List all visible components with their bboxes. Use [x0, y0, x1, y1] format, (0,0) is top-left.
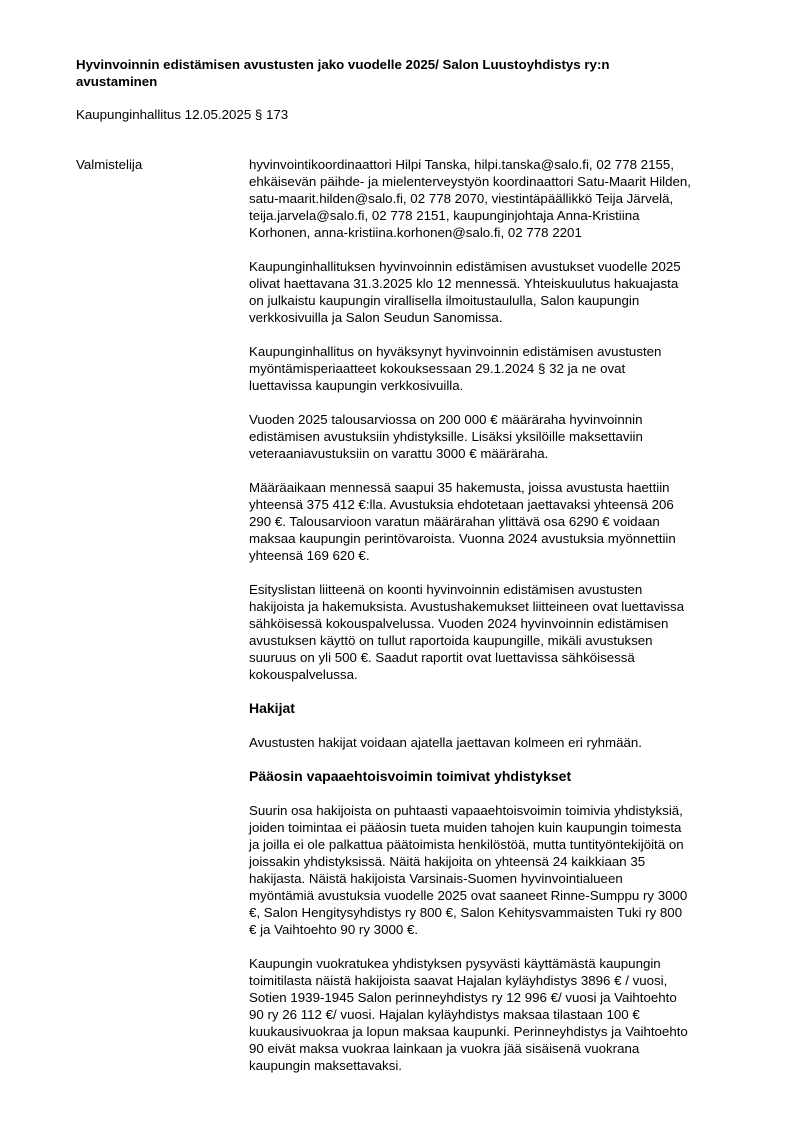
- main-content: [249, 156, 739, 1091]
- heading-volunteer-associations: Pääosin vapaaehtoisvoimin toimivat yhdistykset: [249, 768, 572, 784]
- heading-applicants: Hakijat: [249, 700, 295, 716]
- paragraph-attachments: Esityslistan liitteenä on koonti hyvinvoinnin edistämisen avustusten hakijoista ja hakemuksista. Avustushakemukset liitteineen ovat luettavissa sähköisessä kokouspalvelussa. Vuoden 2024 hyvinvoinnin edistämisen avustuksen käyttö on tullut raportoida kaupungille, mikäli avustuksen suuruus on yli 500 €. Saadut raportit ovat luettavissa sähköisessä kokouspalvelussa.: [249, 582, 685, 682]
- paragraph-applications: Määräaikaan mennessä saapui 35 hakemusta, joissa avustusta haettiin yhteensä 375 412 €:lla. Avustuksia ehdotetaan jaettavaksi yhteensä 206 290 €. Talousarvioon varatun määrärahan ylittävä osa 6290 € voidaan maksaa kaupungin perintövaroista. Vuonna 2024 avustuksia myönnettiin yhteensä 169 620 €.: [249, 480, 676, 563]
- preparer-text: hyvinvointikoordinaattori Hilpi Tanska, hilpi.tanska@salo.fi, 02 778 2155, ehkäisevän päihde- ja mielenterveystyön koordinaattori Satu-Maarit Hilden, satu-maarit.hilden@salo.fi, 02 778 2070, viestintäpäällikkö Teija Järvelä, teija.jarvela@salo.fi, 02 778 2151, kaupunginjohtaja Anna-Kristiina Korhonen, anna-kristiina.korhonen@salo.fi, 02 778 2201: [249, 157, 691, 240]
- preparer-label: Valmistelija: [76, 157, 143, 172]
- paragraph-principles: Kaupunginhallitus on hyväksynyt hyvinvoinnin edistämisen avustusten myöntämisperiaatteet kokouksessaan 29.1.2024 § 32 ja ne ovat luettavissa kaupungin verkkosivuilla.: [249, 344, 662, 393]
- paragraph-budget: Vuoden 2025 talousarviossa on 200 000 € määräraha hyvinvoinnin edistämisen avustuksiin yhdistyksille. Lisäksi yksilöille maksettaviin veteraaniavustuksiin on varattu 3000 € määräraha.: [249, 412, 643, 461]
- paragraph-volunteer-associations: Suurin osa hakijoista on puhtaasti vapaaehtoisvoimin toimivia yhdistyksiä, joiden toimintaa ei pääosin tueta muiden tahojen kuin kaupungin toimesta ja joilla ei ole palkattua päätoimista henkilöstöä, mutta tuntityöntekijöitä on joissakin yhdistyksissä. Näitä hakijoita on yhteensä 24 kaikkiaan 35 hakijasta. Näistä hakijoista Varsinais-Suomen hyvinvointialueen myöntämiä avustuksia vuodelle 2025 ovat saaneet Rinne-Sumppu ry 3000 €, Salon Hengitysyhdistys ry 800 €, Salon Kehitysvammaisten Tuki ry 800 € ja Vaihtoehto 90 ry 3000 €.: [249, 803, 688, 937]
- paragraph-application-period: Kaupunginhallituksen hyvinvoinnin edistämisen avustukset vuodelle 2025 olivat haettavana 31.3.2025 klo 12 mennessä. Yhteiskuulutus hakuajasta on julkaistu kaupungin virallisella ilmoitustaululla, Salon kaupungin verkkosivuilla ja Salon Seudun Sanomissa.: [249, 259, 681, 325]
- paragraph-rent-support: Kaupungin vuokratukea yhdistyksen pysyvästi käyttämästä kaupungin toimitilasta näistä hakijoista saavat Hajalan kyläyhdistys 3896 € / vuosi, Sotien 1939-1945 Salon perinneyhdistys ry 12 996 €/ vuosi ja Vaihtoehto 90 ry 26 112 €/ vuosi. Hajalan kyläyhdistys maksaa tilastaan 100 € kuukausivuokraa ja lopun maksaa kaupunki. Perinneyhdistys ja Vaihtoehto 90 eivät maksa vuokraa lainkaan ja vuokra jää sisäisenä vuokrana kaupungin maksettavaksi.: [249, 956, 688, 1073]
- paragraph-groups: Avustusten hakijat voidaan ajatella jaettavan kolmeen eri ryhmään.: [249, 735, 642, 750]
- meeting-reference: Kaupunginhallitus 12.05.2025 § 173: [76, 107, 289, 122]
- document-title: Hyvinvoinnin edistämisen avustusten jako vuodelle 2025/ Salon Luustoyhdistys ry:n avustaminen: [76, 57, 610, 89]
